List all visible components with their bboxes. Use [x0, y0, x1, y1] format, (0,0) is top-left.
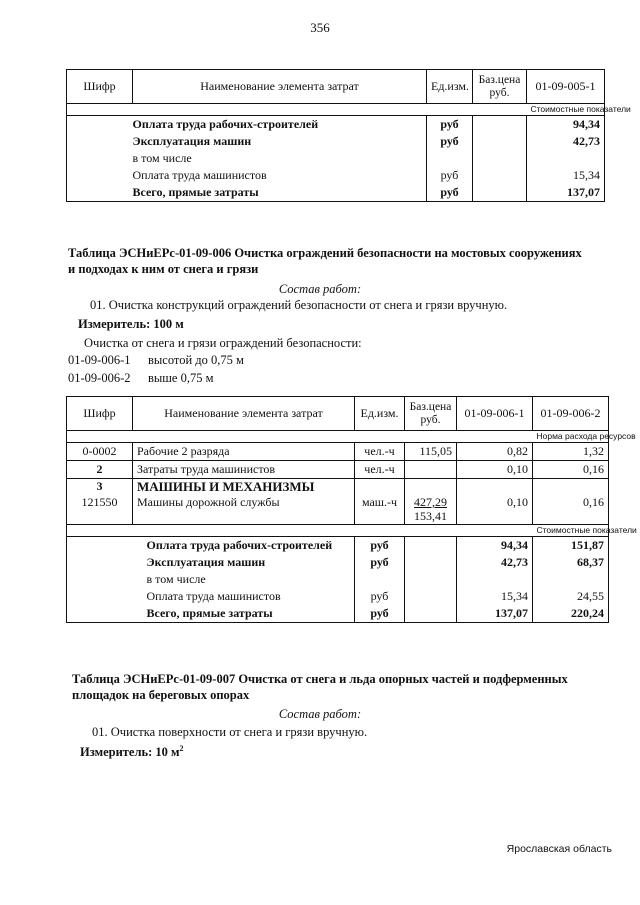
- row-unit: руб: [427, 167, 473, 184]
- cost-table-01-09-006: [66, 396, 637, 623]
- machine-price-1: 427,29: [414, 495, 447, 509]
- cost-unit: руб: [355, 537, 405, 555]
- resource-name: Рабочие 2 разряда: [133, 443, 355, 461]
- row-value: 42,73: [527, 133, 605, 150]
- header-rate-code-2: 01-09-006-2: [533, 397, 609, 431]
- machine-value-1: 0,10: [457, 494, 533, 525]
- header-name: Наименование элемента затрат: [133, 397, 355, 431]
- header-name: Наименование элемента затрат: [133, 70, 427, 104]
- machine-value-2: 0,16: [533, 494, 609, 525]
- header-base-price: Баз.цена руб.: [405, 397, 457, 431]
- page-number: 356: [310, 20, 330, 35]
- header-code: Шифр: [67, 70, 133, 104]
- row-unit: руб: [427, 116, 473, 134]
- row-name: Эксплуатация машин: [132, 134, 252, 148]
- resource-code: 0-0002: [67, 443, 133, 461]
- cost-value-2: 68,37: [533, 554, 609, 571]
- meter-superscript: 2: [179, 743, 184, 753]
- cost-unit: руб: [355, 588, 405, 605]
- header-rate-code: 01-09-005-1: [527, 70, 605, 104]
- cost-value-1: 15,34: [457, 588, 533, 605]
- row-unit: руб: [427, 133, 473, 150]
- resource-value-2: 0,16: [533, 461, 609, 479]
- row-value: 137,07: [527, 184, 605, 202]
- cost-value-2: 151,87: [533, 537, 609, 555]
- cost-table-01-09-005: [66, 69, 631, 202]
- cost-name: Оплата труда рабочих-строителей: [146, 538, 333, 552]
- cost-value-2: 24,55: [533, 588, 609, 605]
- cost-name: Всего, прямые затраты: [133, 605, 355, 623]
- header-unit: Ед.изм.: [355, 397, 405, 431]
- description: Очистка от снега и грязи ограждений безопасности:: [84, 336, 362, 350]
- cost-unit: руб: [355, 605, 405, 623]
- row-value: 94,34: [527, 116, 605, 134]
- row-unit: руб: [427, 184, 473, 202]
- meter-label: Измеритель: 100 м: [78, 317, 184, 331]
- work-composition-heading: Состав работ:: [278, 707, 362, 721]
- cost-name: в том числе: [146, 572, 206, 586]
- footer-region: Ярославская область: [506, 843, 612, 855]
- machine-code: 121550: [67, 494, 133, 525]
- group-name: МАШИНЫ И МЕХАНИЗМЫ: [137, 479, 315, 494]
- variant-code: 01-09-006-1: [68, 353, 131, 367]
- cost-name: Оплата труда машинистов: [146, 589, 281, 603]
- machine-price-2: 153,41: [414, 509, 447, 523]
- work-composition-heading: Состав работ:: [278, 282, 362, 296]
- table-title-line1: Таблица ЭСНиЕРс-01-09-007 Очистка от снега и льда опорных частей и подферменных: [72, 672, 568, 686]
- row-value: 15,34: [527, 167, 605, 184]
- machine-unit: маш.-ч: [355, 494, 405, 525]
- header-unit: Ед.изм.: [427, 70, 473, 104]
- table-title-line1: Таблица ЭСНиЕРс-01-09-006 Очистка ограждений безопасности на мостовых сооружениях: [68, 246, 582, 260]
- row-name: Всего, прямые затраты: [133, 184, 427, 202]
- cost-value-1: 137,07: [457, 605, 533, 623]
- cost-name: Эксплуатация машин: [146, 555, 266, 569]
- section-label-cost: Стоимостные показатели: [527, 104, 605, 116]
- cost-value-1: 94,34: [457, 537, 533, 555]
- resource-unit: чел.-ч: [355, 443, 405, 461]
- resource-unit: чел.-ч: [355, 461, 405, 479]
- resource-value-1: 0,82: [457, 443, 533, 461]
- row-name: Оплата труда рабочих-строителей: [132, 117, 319, 131]
- resource-name: Затраты труда машинистов: [133, 461, 355, 479]
- cost-value-1: 42,73: [457, 554, 533, 571]
- resource-price: 115,05: [405, 443, 457, 461]
- row-name: Оплата труда машинистов: [132, 168, 267, 182]
- variant-text: высотой до 0,75 м: [148, 353, 244, 367]
- resource-value-1: 0,10: [457, 461, 533, 479]
- row-name: в том числе: [132, 151, 192, 165]
- table-title-line2: и подходах к ним от снега и грязи: [68, 262, 259, 276]
- resource-code: 2: [67, 461, 133, 479]
- cost-value-2: 220,24: [533, 605, 609, 623]
- work-item: 01. Очистка конструкций ограждений безопасности от снега и грязи вручную.: [90, 298, 508, 312]
- resource-value-2: 1,32: [533, 443, 609, 461]
- table-title-line2: площадок на береговых опорах: [72, 688, 250, 702]
- work-item: 01. Очистка поверхности от снега и грязи вручную.: [92, 725, 368, 739]
- variant-code: 01-09-006-2: [68, 371, 131, 385]
- header-code: Шифр: [67, 397, 133, 431]
- variant-text: выше 0,75 м: [148, 371, 214, 385]
- section-label-cost: Стоимостные показатели: [533, 525, 609, 537]
- header-rate-code-1: 01-09-006-1: [457, 397, 533, 431]
- cost-unit: руб: [355, 554, 405, 571]
- meter-label: Измеритель: 10 $м^2$: [80, 743, 184, 759]
- section-label-resources: Норма расхода ресурсов: [533, 431, 609, 443]
- group-code: 3: [67, 479, 133, 495]
- header-base-price: Баз.цена руб.: [473, 70, 527, 104]
- machine-name: Машины дорожной службы: [133, 494, 355, 525]
